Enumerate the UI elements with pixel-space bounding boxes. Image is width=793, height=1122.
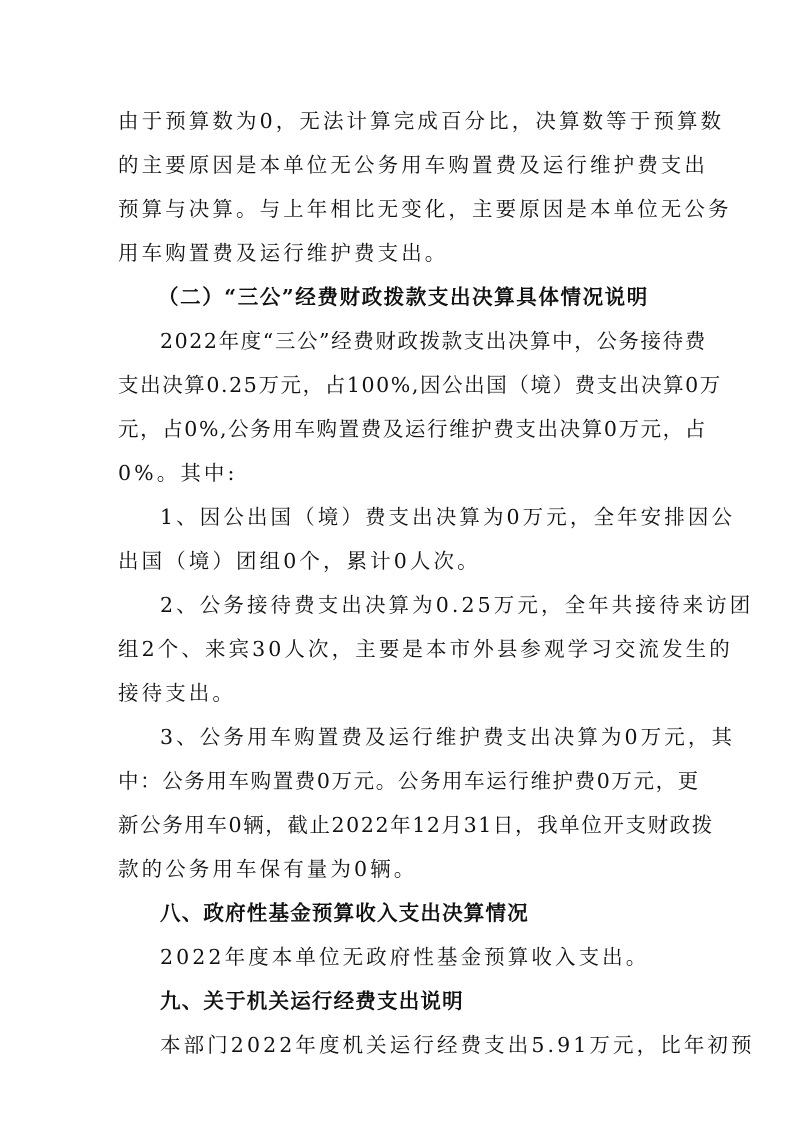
list-item-line: 款的公务用车保有量为0辆。: [118, 857, 418, 881]
paragraph-line: 预算与决算。与上年相比无变化，主要原因是本单位无公务: [118, 197, 732, 221]
list-item-line: 中：公务用车购置费0万元。公务用车运行维护费0万元，更: [118, 769, 700, 793]
paragraph-line: 2022年度本单位无政府性基金预算收入支出。: [160, 945, 650, 969]
list-item-line: 1、因公出国（境）费支出决算为0万元，全年安排因公: [160, 505, 736, 529]
paragraph-line: 用车购置费及运行维护费支出。: [118, 241, 449, 265]
list-item-line: 新公务用车0辆，截止2022年12月31日，我单位开支财政拨: [118, 813, 714, 837]
paragraph-line: 元，占0%,公务用车购置费及运行维护费支出决算0万元，占: [118, 417, 707, 441]
section-heading: 九、关于机关运行经费支出说明: [160, 989, 464, 1013]
paragraph-line: 2022年度“三公”经费财政拨款支出决算中，公务接待费: [160, 329, 707, 353]
paragraph-line: 本部门2022年度机关运行经费支出5.91万元，比年初预: [160, 1033, 755, 1057]
list-item-line: 接待支出。: [118, 681, 236, 705]
paragraph-line: 支出决算0.25万元，占100%,因公出国（境）费支出决算0万: [118, 373, 722, 397]
section-heading: 八、政府性基金预算收入支出决算情况: [160, 901, 529, 925]
list-item-line: 出国（境）团组0个，累计0人次。: [118, 549, 481, 573]
paragraph-line: 0%。其中:: [118, 461, 238, 485]
paragraph-line: 的主要原因是本单位无公务用车购置费及运行维护费支出: [118, 153, 708, 177]
list-item-line: 3、公务用车购置费及运行维护费支出决算为0万元，其: [160, 725, 736, 749]
list-item-line: 组2个、来宾30人次，主要是本市外县参观学习交流发生的: [118, 637, 733, 661]
paragraph-line: 由于预算数为0，无法计算完成百分比，决算数等于预算数: [118, 109, 725, 133]
list-item-line: 2、公务接待费支出决算为0.25万元，全年共接待来访团: [160, 593, 754, 617]
section-heading: （二）“三公”经费财政拨款支出决算具体情况说明: [158, 285, 649, 309]
